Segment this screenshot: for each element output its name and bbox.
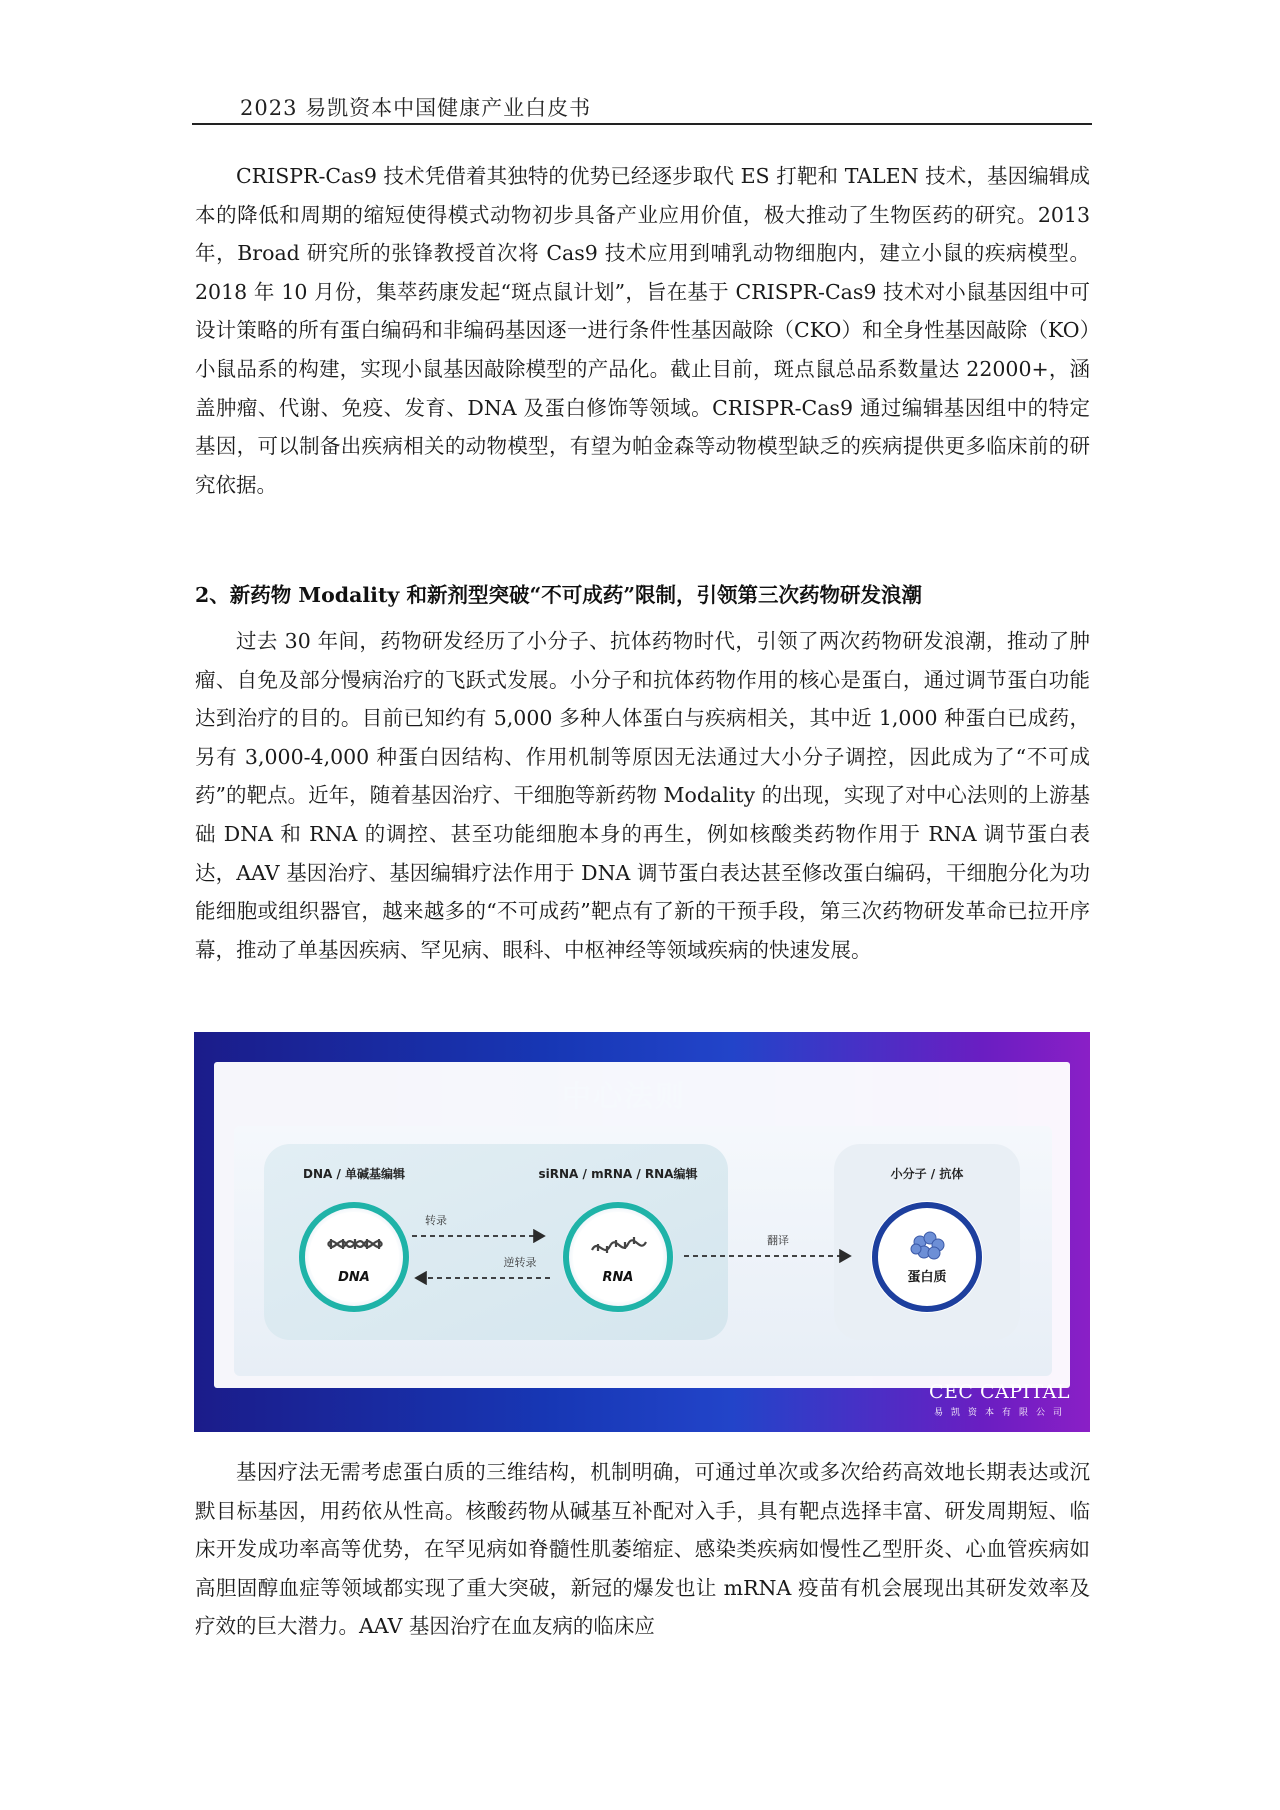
reverse-transcription-label: 逆转录 — [503, 1256, 537, 1269]
dna-center-label: DNA — [338, 1270, 370, 1285]
central-dogma-diagram — [194, 1032, 1090, 1432]
section-heading: 2、新药物 Modality 和新剂型突破“不可成药”限制，引领第三次药物研发浪潮 — [195, 583, 923, 607]
protein-center-label: 蛋白质 — [907, 1270, 947, 1285]
paragraph-modality: 过去 30 年间，药物研发经历了小分子、抗体药物时代，引领了两次药物研发浪潮，推动了肿瘤、自免及部分慢病治疗的飞跃式发展。小分子和抗体药物作用的核心是蛋白，通过调节蛋白功能达到治疗的目的。目前已知约有 5,000 多种人体蛋白与疾病相关，其中近 1,000 种蛋白已成药，另有 3,000-4,000 种蛋白因结构、作用机制等原因无法通过大小分子调控，因此成为了“不可成药”的靶点。近年，随着基因治疗、干细胞等新药物 Modality 的出现，实现了对中心法则的上游基础 DNA 和 RNA 的调控、甚至功能细胞本身的再生，例如核酸类药物作用于 RNA 调节蛋白表达，AAV 基因治疗、基因编辑疗法作用于 DNA 调节蛋白表达甚至修改蛋白编码，干细胞分化为功能细胞或组织器官，越来越多的“不可成药”靶点有了新的干预手段，第三次药物研发革命已拉开序幕，推动了单基因疾病、罕见病、眼科、中枢神经等领域疾病的快速发展。 — [195, 629, 1090, 962]
cec-capital-watermark — [929, 1381, 1070, 1418]
paragraph-gene-therapy: 基因疗法无需考虑蛋白质的三维结构，机制明确，可通过单次或多次给药高效地长期表达或沉默目标基因，用药依从性高。核酸药物从碱基互补配对入手，具有靶点选择丰富、研发周期短、临床开发成功率高等优势，在罕见病如脊髓性肌萎缩症、感染类疾病如慢性乙型肝炎、心血管疾病如高胆固醇血症等领域都实现了重大突破，新冠的爆发也让 mRNA 疫苗有机会展现出其研发效率及疗效的巨大潜力。AAV 基因治疗在血友病的临床应 — [195, 1460, 1090, 1639]
dna-top-label: DNA / 单碱基编辑 — [302, 1167, 406, 1181]
translation-label: 翻译 — [767, 1234, 789, 1247]
transcription-label: 转录 — [425, 1214, 447, 1227]
watermark-cn: 易凯资本有限公司 — [933, 1408, 1070, 1418]
watermark-en: CEC CAPITAL — [928, 1381, 1070, 1403]
central-dogma-figure — [194, 1032, 1090, 1432]
protein-top-label: 小分子 / 抗体 — [890, 1167, 964, 1181]
rna-top-label: siRNA / mRNA / RNA编辑 — [538, 1167, 698, 1181]
rna-center-label: RNA — [602, 1270, 634, 1285]
page-header-title: 2023 易凯资本中国健康产业白皮书 — [240, 96, 592, 120]
header-divider — [192, 123, 1092, 125]
paragraph-crispr: CRISPR-Cas9 技术凭借着其独特的优势已经逐步取代 ES 打靶和 TALEN 技术，基因编辑成本的降低和周期的缩短使得模式动物初步具备产业应用价值，极大推动了生物医药的研究。2013 年，Broad 研究所的张锋教授首次将 Cas9 技术应用到哺乳动物细胞内，建立小鼠的疾病模型。2018 年 10 月份，集萃药康发起“斑点鼠计划”，旨在基于 CRISPR-Cas9 技术对小鼠基因组中可设计策略的所有蛋白编码和非编码基因逐一进行条件性基因敲除（CKO）和全身性基因敲除（KO）小鼠品系的构建，实现小鼠基因敲除模型的产品化。截止目前，斑点鼠总品系数量达 22000+，涵盖肿瘤、代谢、免疫、发育、DNA 及蛋白修饰等领域。CRISPR-Cas9 通过编辑基因组中的特定基因，可以制备出疾病相关的动物模型，有望为帕金森等动物模型缺乏的疾病提供更多临床前的研究依据。 — [195, 164, 1090, 497]
